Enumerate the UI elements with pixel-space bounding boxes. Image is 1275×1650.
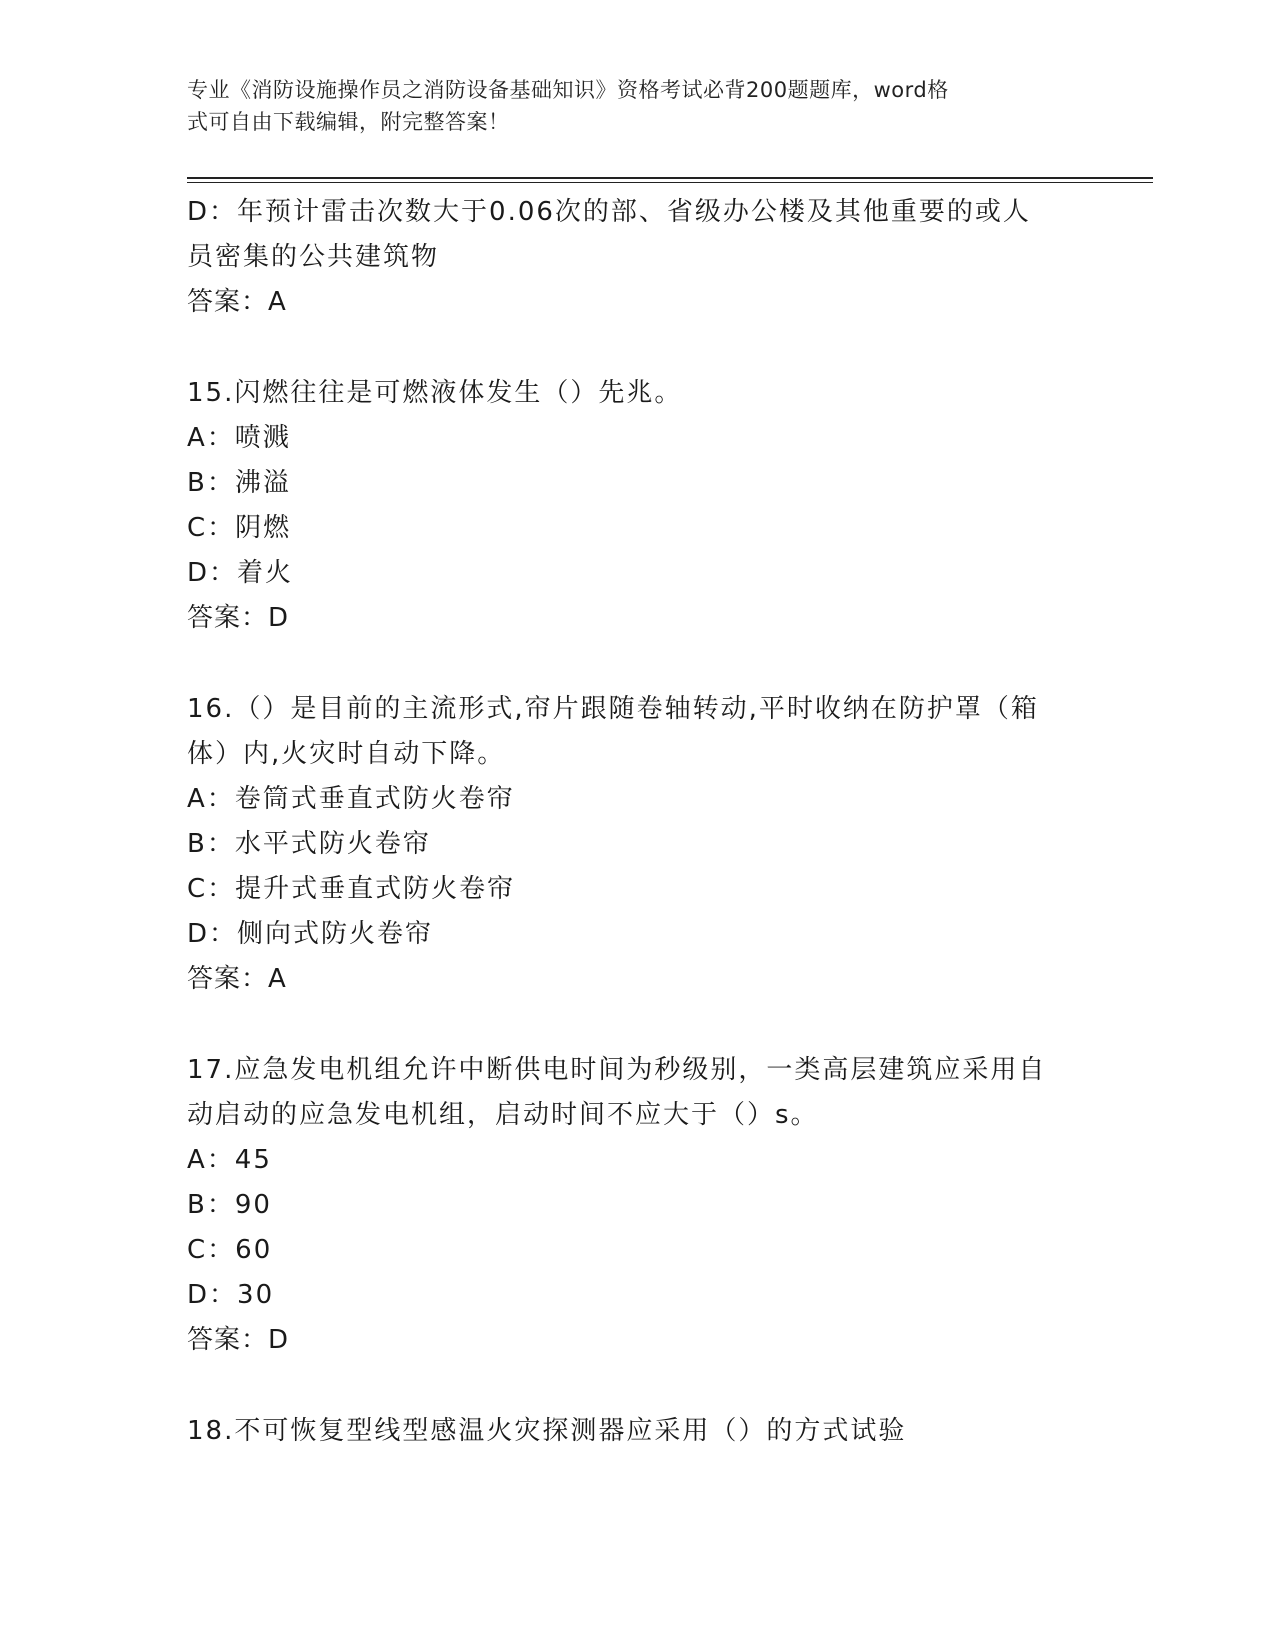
spacer: [187, 325, 1087, 371]
option-a: A：卷筒式垂直式防火卷帘: [187, 784, 515, 814]
header-title-line-1: 专业《消防设施操作员之消防设备基础知识》资格考试必背200题题库，word格: [187, 78, 949, 102]
spacer: [187, 641, 1087, 687]
question-14-continuation: [187, 190, 1087, 325]
question-stem: 15.闪燃往往是可燃液体发生（）先兆。: [187, 378, 683, 408]
answer-line: 答案：D: [187, 603, 290, 633]
option-a: A：45: [187, 1145, 272, 1175]
option-c: C：60: [187, 1235, 273, 1265]
question-stem: 16.（）是目前的主流形式,帘片跟随卷轴转动,平时收纳在防护罩（箱: [187, 694, 1039, 724]
option-a: A：喷溅: [187, 423, 291, 453]
option-b: B：90: [187, 1190, 272, 1220]
answer-line: 答案：A: [187, 287, 287, 317]
document-header: [187, 74, 1067, 138]
spacer: [187, 1363, 1087, 1409]
option-d-line-1: D：年预计雷击次数大于0.06次的部、省级办公楼及其他重要的或人: [187, 197, 1031, 227]
question-list: [187, 190, 1087, 1454]
question-15: [187, 371, 1087, 641]
option-b: B：水平式防火卷帘: [187, 829, 431, 859]
option-d: D：着火: [187, 558, 294, 588]
question-stem-continued: 动启动的应急发电机组，启动时间不应大于（）s。: [187, 1100, 819, 1130]
question-17: [187, 1048, 1087, 1363]
option-c: C：阴燃: [187, 513, 292, 543]
header-divider-thick: [187, 177, 1153, 179]
spacer: [187, 1002, 1087, 1048]
question-stem-continued: 体）内,火灾时自动下降。: [187, 739, 506, 769]
answer-line: 答案：A: [187, 964, 287, 994]
answer-line: 答案：D: [187, 1325, 290, 1355]
question-stem: 17.应急发电机组允许中断供电时间为秒级别，一类高层建筑应采用自: [187, 1055, 1047, 1085]
option-d: D：30: [187, 1280, 275, 1310]
question-18: [187, 1409, 1087, 1454]
option-d: D：侧向式防火卷帘: [187, 919, 434, 949]
option-b: B：沸溢: [187, 468, 291, 498]
header-divider-thin: [187, 182, 1153, 183]
option-d-line-2: 员密集的公共建筑物: [187, 242, 440, 272]
question-16: [187, 687, 1087, 1002]
question-stem: 18.不可恢复型线型感温火灾探测器应采用（）的方式试验: [187, 1416, 907, 1446]
header-title-line-2: 式可自由下载编辑，附完整答案！: [187, 110, 510, 134]
option-c: C：提升式垂直式防火卷帘: [187, 874, 516, 904]
